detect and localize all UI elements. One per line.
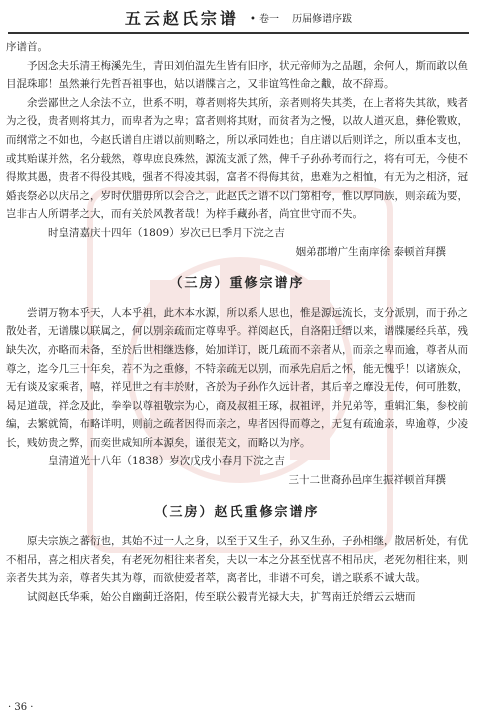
date-line: 皇清道光十八年（1838）岁次戊戌小春月下浣之吉: [48, 455, 285, 468]
section-title: （三房）赵氏重修宗谱序: [154, 504, 320, 520]
page-header: [0, 6, 477, 34]
signature-line: 姻弟郡增广生南庠徐 泰顿首拜撰: [295, 245, 446, 258]
paragraph: 试阅赵氏华乘，始公自幽蓟迁洛阳，传至联公毅青光禄大夫，扩驾南迁於缙云云塘而: [27, 591, 416, 604]
section-title: （三房）重修宗谱序: [169, 276, 305, 292]
signature-line: 三十二世裔孙邑庠生振祥顿首拜撰: [288, 474, 446, 487]
paragraph: 余尝鄙世之人余法不立，世系不明，尊者则将失其所，亲者则将失其类，在上者将失其欲，贱者为之役，贵者则将其力，而卑者为之卑；富者则将其财，而贫者为之慢，以故人道灭息，彝伦斁败，而纲常之不如也，今赵氏谱自庄谱以前则略之，所以承同姓也；自庄谱以后则详之，所以重本支也，或其贻谋并然，名分载然，尊卑庶良殊然，源流支派了然，俾千子孙孙考而行之，将有可无，今使不得欺其愚，贵者不得役其贱，强者不得凌其弱，富者不得侮其贫，患难为之相恤，有无为之相济，冠婚丧祭必以庆吊之，岁时伏腊毋所以会合之，此赵氏之谱不以门第相夸，惟以厚同族，则亲疏为要，岂非古人所谓孝之大，而有关於风教者哉！为梓手藏孙者，尚宜世守而不失。: [6, 96, 468, 221]
chapter-title: 历届修谱序跋: [292, 14, 353, 25]
paragraph: 予因念夫乐清王梅溪先生，青田刘伯温先生皆有旧序，状元帝师为之品题，余何人，斯而敢以鱼目混珠耶！虽然兼行先哲吾祖事也，姑以谱牒言之，又非谊笃性命之黻，故不辞焉。: [6, 59, 468, 91]
header-divider: [8, 32, 469, 34]
page-number: · 36 ·: [8, 702, 34, 713]
paragraph: 尝谓万物本乎天，人本乎祖，此木本水源，所以系人思也，惟是源远流长，支分派别，而于孙之散处者，无谱牒以联属之，何以别亲疏而定尊卑乎。祥阅赵氏，自洛阳迁缙以来，谱牒屡经兵革，残缺失次，亦略而未备，至於后世相继迭修，始加详订，既几疏而不亲者从，而亲之卑而逾，尊者从而尊之，迄今几三十年矣，若不为之重修，不特亲疏无以别，而承先启后之怀，能无愧乎！以诸族众，无有谈及家乘者，嘻，祥见世之有丰於财，吝於为子孙作久远计者，其后辛之靡没无传，何可胜数，曷足道哉，祥念及此，拳拳以尊祖敬宗为心，商及叔祖王琢，叔祖评，并兄弟等，重辑汇集，参校前编，去繁就简，布略详明，则前之疏者因得而亲之，卑者因得而尊之，无复有疏逾亲，卑逾尊，少凌长，贱妨贵之弊，而奕世咸知所本源矣，谨很芜文，而略以为序。: [6, 306, 468, 449]
volume-label: • 卷一: [249, 14, 280, 25]
paragraph: 原夫宗族之蕃衍也，其始不过一人之身，以至于又生子，孙又生孙，子孙相继，散居析处，有优不相吊，喜之相庆者矣，有老死勿相往来者矣，夫以一本之分甚至忧喜不相吊庆，老死勿相往来，则亲者失其为亲，尊者失其为尊，而欲使爱者萃，离者比，非谱不可矣，谱之联系不诚大哉。: [6, 535, 468, 585]
document-body: [6, 38, 468, 607]
text-line: 序谱首。: [6, 41, 48, 53]
book-title: 五云赵氏宗谱: [124, 9, 239, 28]
date-line: 时皇清嘉庆十四年（1809）岁次已巳季月下浣之吉: [48, 226, 285, 239]
